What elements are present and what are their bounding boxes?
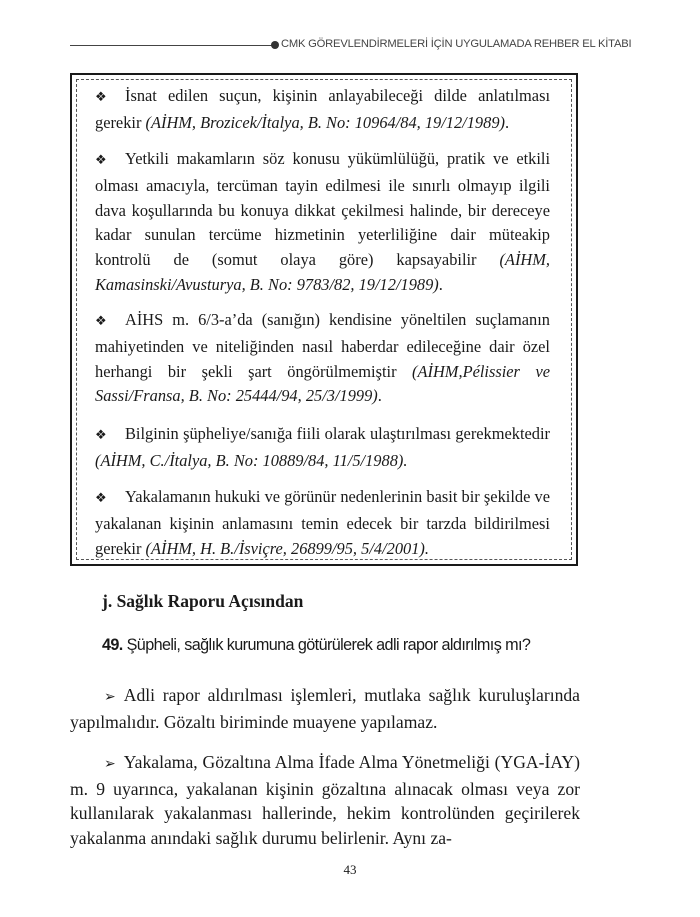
diamond-bullet-icon: ❖	[95, 153, 107, 168]
diamond-bullet-icon: ❖	[95, 491, 107, 506]
box-item-text: Yetkili makamların söz konusu yükümlülüğü, pratik ve etkili olması amacıyla, tercüman tayin edilmesi ile sınırlı olmayıp ilgili dava koşullarında bu konuya dikkat çekilmesi halinde, bir dereceye kadar sunulan tercüme hizmetinin yeterliliğine dair müteakip kontrolü de (somut olaya göre) kapsayabilir	[95, 149, 550, 270]
question-text: Şüpheli, sağlık kurumuna götürülerek adli rapor aldırılmış mı?	[122, 636, 531, 654]
running-header	[70, 36, 632, 56]
diamond-bullet-icon: ❖	[95, 314, 107, 329]
box-item-citation: (AİHM,Pélissier ve Sassi/Fransa, B. No: 25444/94, 25/3/1999)	[95, 361, 550, 406]
box-item-text: Bilginin şüpheliye/sanığa fiili olarak ulaştırılması gerekmektedir	[125, 424, 550, 443]
box-item-5	[95, 485, 550, 561]
page-number: 43	[343, 862, 357, 877]
arrow-bullet-icon: ➢	[104, 689, 116, 705]
question-number: 49.	[102, 636, 123, 654]
box-item-text: İsnat edilen suçun, kişinin anlayabileceği dilde anlatılması gerekir	[95, 86, 550, 132]
diamond-bullet-icon: ❖	[95, 428, 107, 443]
box-item-text: AİHS m. 6/3-a’da (sanığın) kendisine yöneltilen suçlamanın mahiyetinden ve niteliğinden nasıl haberdar edileceğine dair özel herhangi bir şekli şart öngörülmemiştir	[95, 310, 550, 381]
arrow-bullet-icon: ➢	[104, 756, 116, 772]
section-heading: j. Sağlık Raporu Açısından	[102, 591, 304, 611]
header-rule	[70, 45, 272, 46]
box-item-2	[95, 147, 550, 298]
header-title: CMK GÖREVLENDİRMELERİ İÇİN UYGULAMADA REHBER EL KİTABI	[281, 38, 632, 50]
box-item-citation: (AİHM, Brozicek/İtalya, B. No: 10964/84, 19/12/1989)	[145, 112, 505, 132]
paragraph-text: Adli rapor aldırılması işlemleri, mutlaka sağlık kuruluşlarında yapılmalıdır. Gözaltı biriminde muayene yapılamaz.	[70, 685, 580, 732]
diamond-bullet-icon: ❖	[95, 90, 107, 105]
question-49	[102, 636, 582, 655]
box-item-citation: (AİHM, H. B./İsviçre, 26899/95, 5/4/2001).	[145, 538, 429, 558]
box-item-tail: .	[438, 274, 443, 294]
box-item-citation: (AİHM, C./İtalya, B. No: 10889/84, 11/5/1988).	[95, 450, 408, 470]
box-item-text: Yakalamanın hukuki ve görünür nedenlerinin basit bir şekilde ve yakalanan kişinin anlamasını temin edecek bir tarzda bildirilmesi gerekir	[95, 487, 550, 558]
box-item-tail: .	[377, 386, 382, 406]
box-item-tail: .	[504, 112, 510, 132]
box-item-1	[95, 84, 550, 136]
paragraph-1	[70, 683, 580, 734]
box-item-citation: (AİHM, Kamasinski/Avusturya, B. No: 9783/82, 19/12/1989)	[95, 250, 550, 294]
header-dot-icon	[271, 41, 279, 49]
box-item-4	[95, 422, 550, 474]
paragraph-text: Yakalama, Gözaltına Alma İfade Alma Yönetmeliği (YGA-İAY) m. 9 uyarınca, yakalanan kişinin gözaltına alınacak olması veya zor kullanılarak yakalanması hallerinde, hekim kontrolünden geçirilerek yakalanma anındaki sağlık durumu belirlenir. Aynı za-	[70, 752, 580, 848]
box-item-3	[95, 308, 550, 409]
paragraph-2	[70, 750, 580, 850]
